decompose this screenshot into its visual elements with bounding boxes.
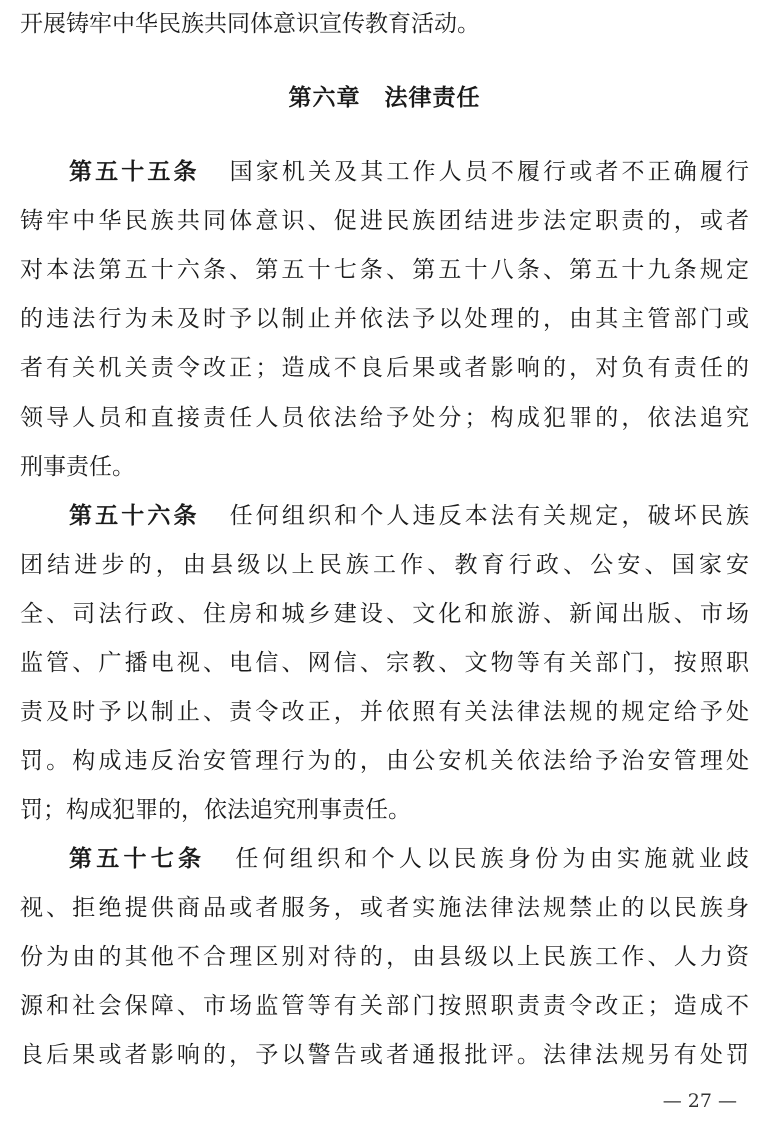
article-55-line-4: 的违法行为未及时予以制止并依法予以处理的，由其主管部门或 [20,306,749,332]
article-56-line-2: 团结进步的，由县级以上民族工作、教育行政、公安、国家安 [20,552,749,578]
article-55-label: 第五十五条 [69,159,200,185]
article-56-line-3: 全、司法行政、住房和城乡建设、文化和旅游、新闻出版、市场 [20,601,749,627]
article-56-line-1: 任何组织和个人违反本法有关规定，破坏民族 [229,503,749,529]
article-56-first-line [20,496,749,536]
body-text-line: 开展铸牢中华民族共同体意识宣传教育活动。 [20,11,480,37]
chapter-heading: 第六章 法律责任 [288,85,481,111]
article-57-line-1: 任何组织和个人以民族身份为由实施就业歧 [235,846,749,872]
article-56-label: 第五十六条 [69,503,200,529]
article-56-line-6: 罚。构成违反治安管理行为的，由公安机关依法给予治安管理处 [20,748,749,774]
article-55-first-line [20,152,749,192]
article-55-line-7: 刑事责任。 [20,454,135,480]
article-55-line-2: 铸牢中华民族共同体意识、促进民族团结进步法定职责的，或者 [20,208,749,234]
article-57-label: 第五十七条 [69,846,206,872]
article-55-line-1: 国家机关及其工作人员不履行或者不正确履行 [229,159,749,185]
article-57-line-5: 良后果或者影响的，予以警告或者通报批评。法律法规另有处罚 [20,1042,749,1068]
article-55-line-5: 者有关机关责令改正；造成不良后果或者影响的，对负有责任的 [20,355,749,381]
article-56-line-7: 罚；构成犯罪的，依法追究刑事责任。 [20,797,411,823]
article-57-line-3: 份为由的其他不合理区别对待的，由县级以上民族工作、人力资 [20,944,749,970]
article-55-line-3: 对本法第五十六条、第五十七条、第五十八条、第五十九条规定 [20,257,749,283]
article-56-line-5: 责及时予以制止、责令改正，并依照有关法律法规的规定给予处 [20,699,749,725]
article-57-line-2: 视、拒绝提供商品或者服务，或者实施法律法规禁止的以民族身 [20,895,749,921]
page-number: — 27 — [662,1090,737,1112]
article-56-line-4: 监管、广播电视、电信、网信、宗教、文物等有关部门，按照职 [20,650,749,676]
article-57-line-4: 源和社会保障、市场监管等有关部门按照职责责令改正；造成不 [20,993,749,1019]
article-55-line-6: 领导人员和直接责任人员依法给予处分；构成犯罪的，依法追究 [20,405,749,431]
article-57-first-line [20,839,749,879]
